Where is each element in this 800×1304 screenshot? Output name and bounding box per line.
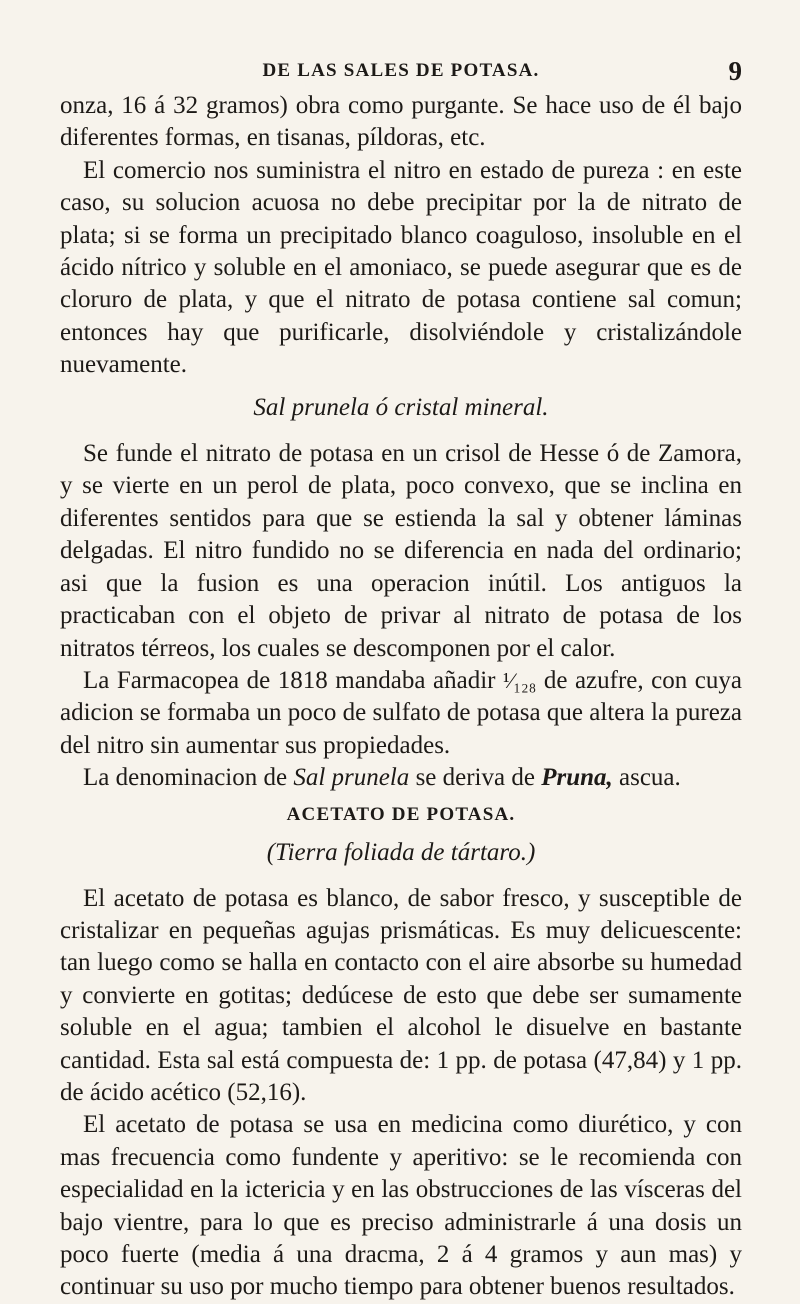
paragraph-1: onza, 16 á 32 gramos) obra como purgante. Se hace uso de él bajo diferentes formas, en tisanas, píldoras, etc. <box>60 92 742 152</box>
page-body <box>60 90 742 1304</box>
paragraph-6: El acetato de potasa es blanco, de sabor fresco, y susceptible de cristalizar en pequeñas agujas prismáticas. Es muy delicuescente: tan luego como se halla en contacto con el aire absorbe su humedad y convierte en gotitas; dedúcese de esto que debe ser sumamente soluble en el agua; tambien el alcohol le disuelve en bastante cantidad. Esta sal está compuesta de: 1 pp. de potasa (47,84) y 1 pp. de ácido acético (52,16). <box>60 884 742 1106</box>
paragraph-5-text-a: La denominacion de <box>83 764 294 792</box>
section-title-acetato: ACETATO DE POTASA. <box>286 803 516 825</box>
section-title-sal-prunela: Sal prunela ó cristal mineral. <box>253 393 549 421</box>
term-pruna: Pruna, <box>541 764 613 792</box>
running-head <box>60 56 742 88</box>
running-title: DE LAS SALES DE POTASA. <box>262 60 540 81</box>
section-subtitle-acetato: (Tierra foliada de tártaro.) <box>266 838 536 866</box>
paragraph-3: Se funde el nitrato de potasa en un crisol de Hesse ó de Zamora, y se vierte en un perol de plata, poco convexo, que se inclina en diferentes sentidos para que se estienda la sal y obtener láminas delgadas. El nitro fundido no se diferencia en nada del ordinario; asi que la fusion es una operacion inútil. Los antiguos la practicaban con el objeto de privar al nitrato de potasa de los nitratos térreos, los cuales se descomponen por el calor. <box>60 440 742 662</box>
paragraph-2: El comercio nos suministra el nitro en estado de pureza : en este caso, su solucion acuosa no debe precipitar por la de nitrato de plata; si se forma un precipitado blanco coaguloso, insoluble en el ácido nítrico y soluble en el amoniaco, se puede asegurar que es de cloruro de plata, y que el nitrato de potasa contiene sal comun; entonces hay que purificarle, disolviéndole y cristalizándole nuevamente. <box>60 156 742 379</box>
paragraph-4-text-a: La Farmacopea de 1818 mandaba añadir <box>83 666 504 694</box>
term-sal-prunela: Sal prunela <box>293 764 410 792</box>
paragraph-5 <box>60 762 742 794</box>
page-number: 9 <box>728 56 742 86</box>
paragraph-4-text-b: de azufre, con cuya adicion se formaba un poco de sulfato de potasa que altera la pureza del nitro sin aumentar sus propiedades. <box>60 666 742 759</box>
paragraph-5-text-b: se deriva de <box>409 764 542 792</box>
fraction: ¹⁄₁₂₈ <box>503 667 537 693</box>
paragraph-4 <box>60 665 742 762</box>
paragraph-7: El acetato de potasa se usa en medicina como diurético, y con mas frecuencia como fundente y aperitivo: se le recomienda con especialidad en la ictericia y en las obstrucciones de las vísceras del bajo vientre, para lo que es preciso administrarle á una dosis un poco fuerte (media á una dracma, 2 á 4 gramos y aun mas) y continuar su uso por mucho tiempo para obtener buenos resultados. <box>60 1111 742 1301</box>
paragraph-5-text-c: ascua. <box>612 764 681 792</box>
